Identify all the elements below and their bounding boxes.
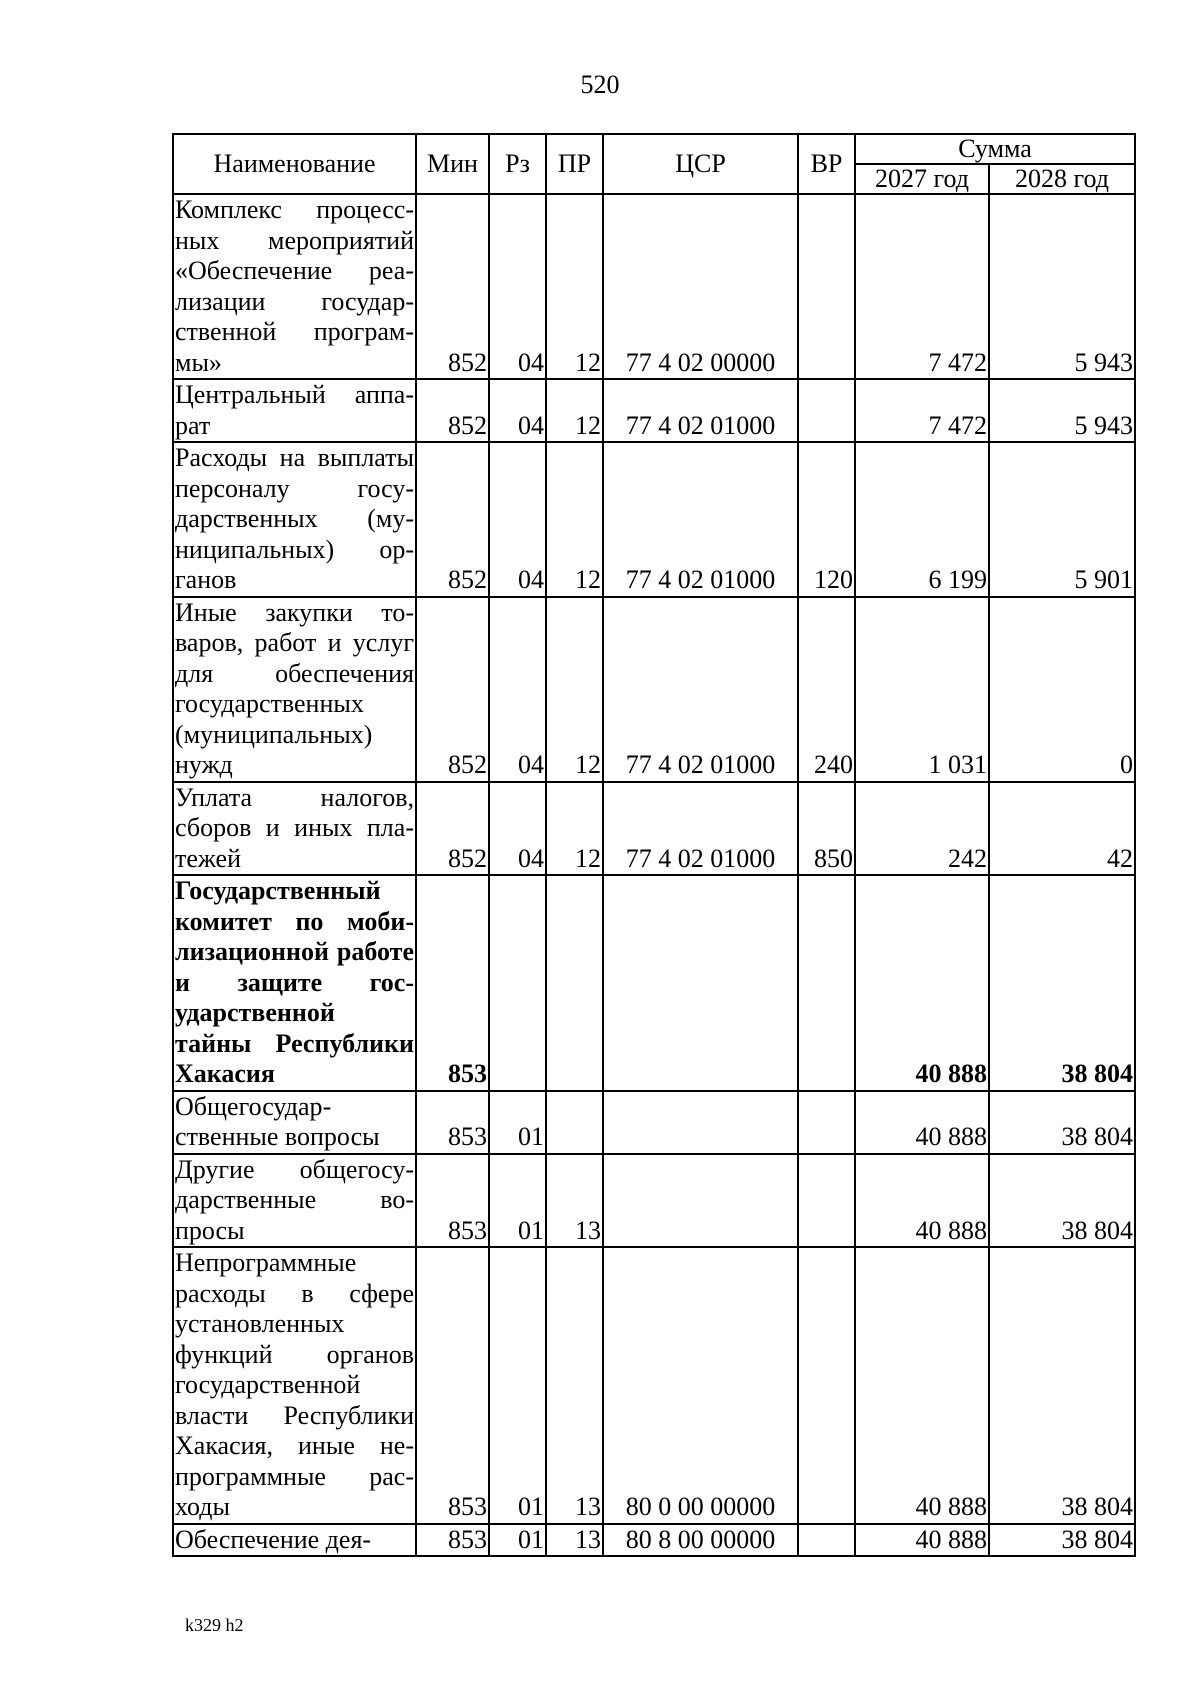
header-2028: 2028 год [989, 164, 1135, 194]
table-row [173, 1524, 1135, 1557]
table-row [173, 442, 1135, 597]
cell-min: 852 [416, 194, 489, 379]
cell-y2027: 1 031 [855, 597, 989, 782]
cell-csr: 77 4 02 01000 [603, 597, 798, 782]
cell-name: Расходы на выплаты персоналу государственных (муниципальных) органов [173, 442, 416, 597]
cell-csr: 77 4 02 01000 [603, 782, 798, 876]
table-row [173, 379, 1135, 442]
cell-csr: 77 4 02 01000 [603, 442, 798, 597]
header-name: Наименование [173, 134, 416, 194]
cell-name: Уплата налогов, сборов и иных платежей [173, 782, 416, 876]
cell-pr [546, 875, 603, 1091]
cell-pr: 12 [546, 782, 603, 876]
cell-y2028: 38 804 [989, 1154, 1135, 1248]
cell-vr [798, 1154, 855, 1248]
cell-rz [489, 875, 546, 1091]
cell-name: Иные закупки товаров, работ и услуг для обеспечения государственных (муниципальных) нужд [173, 597, 416, 782]
cell-pr [546, 1091, 603, 1154]
cell-y2028: 38 804 [989, 1091, 1135, 1154]
header-pr: ПР [546, 134, 603, 194]
cell-vr: 850 [798, 782, 855, 876]
cell-name: Другие общегосударственные вопросы [173, 1154, 416, 1248]
cell-min: 852 [416, 379, 489, 442]
cell-vr: 240 [798, 597, 855, 782]
header-sum: Сумма [855, 134, 1135, 164]
cell-y2027: 6 199 [855, 442, 989, 597]
table-row [173, 1154, 1135, 1248]
cell-csr: 80 8 00 00000 [603, 1524, 798, 1557]
header-csr: ЦСР [603, 134, 798, 194]
footer-code: k329 h2 [185, 1615, 244, 1635]
cell-rz: 04 [489, 597, 546, 782]
cell-pr: 13 [546, 1247, 603, 1524]
cell-rz: 01 [489, 1091, 546, 1154]
cell-rz: 04 [489, 379, 546, 442]
cell-y2027: 242 [855, 782, 989, 876]
cell-pr: 12 [546, 379, 603, 442]
cell-csr: 77 4 02 00000 [603, 194, 798, 379]
cell-csr [603, 1154, 798, 1248]
cell-y2028: 5 943 [989, 379, 1135, 442]
cell-vr [798, 1091, 855, 1154]
cell-csr: 77 4 02 01000 [603, 379, 798, 442]
cell-name: Общегосударственные вопросы [173, 1091, 416, 1154]
cell-pr: 13 [546, 1154, 603, 1248]
table-row [173, 597, 1135, 782]
cell-name: Государственный комитет по мобилизационной работе и защите государственной тайны Республики Хакасия [173, 875, 416, 1091]
cell-y2027: 40 888 [855, 1247, 989, 1524]
cell-y2027: 40 888 [855, 1154, 989, 1248]
cell-pr: 12 [546, 442, 603, 597]
cell-min: 853 [416, 1247, 489, 1524]
cell-csr: 80 0 00 00000 [603, 1247, 798, 1524]
cell-csr [603, 1091, 798, 1154]
table-row [173, 194, 1135, 379]
header-min: Мин [416, 134, 489, 194]
header-vr: ВР [798, 134, 855, 194]
cell-y2028: 38 804 [989, 1247, 1135, 1524]
cell-name: Комплекс процессных мероприятий «Обеспечение реализации государственной программы» [173, 194, 416, 379]
cell-rz: 01 [489, 1154, 546, 1248]
cell-min: 852 [416, 597, 489, 782]
cell-vr [798, 194, 855, 379]
budget-table [172, 133, 1136, 1557]
cell-rz: 04 [489, 194, 546, 379]
table-row [173, 1247, 1135, 1524]
header-2027: 2027 год [855, 164, 989, 194]
table-row [173, 1091, 1135, 1154]
table-row [173, 782, 1135, 876]
cell-pr: 12 [546, 194, 603, 379]
cell-y2028: 42 [989, 782, 1135, 876]
cell-min: 852 [416, 442, 489, 597]
header-rz: Рз [489, 134, 546, 194]
cell-vr: 120 [798, 442, 855, 597]
cell-min: 853 [416, 1154, 489, 1248]
cell-rz: 04 [489, 782, 546, 876]
cell-rz: 04 [489, 442, 546, 597]
cell-name: Непрограммные расходы в сфере установленных функций органов государственной власти Республики Хакасия, иные непрограммные расходы [173, 1247, 416, 1524]
cell-vr [798, 379, 855, 442]
cell-csr [603, 875, 798, 1091]
cell-min: 852 [416, 782, 489, 876]
table-row [173, 875, 1135, 1091]
page-number: 520 [580, 70, 620, 99]
cell-y2027: 7 472 [855, 194, 989, 379]
cell-name: Центральный аппарат [173, 379, 416, 442]
cell-y2028: 38 804 [989, 875, 1135, 1091]
cell-rz: 01 [489, 1247, 546, 1524]
cell-y2027: 7 472 [855, 379, 989, 442]
cell-y2028: 5 943 [989, 194, 1135, 379]
cell-y2028: 38 804 [989, 1524, 1135, 1557]
cell-pr: 12 [546, 597, 603, 782]
cell-y2027: 40 888 [855, 875, 989, 1091]
cell-min: 853 [416, 875, 489, 1091]
cell-vr [798, 1247, 855, 1524]
cell-y2028: 5 901 [989, 442, 1135, 597]
table-body [173, 194, 1135, 1556]
cell-name: Обеспечение дея- [173, 1524, 416, 1557]
cell-min: 853 [416, 1524, 489, 1557]
cell-y2028: 0 [989, 597, 1135, 782]
cell-y2027: 40 888 [855, 1091, 989, 1154]
cell-min: 853 [416, 1091, 489, 1154]
cell-vr [798, 875, 855, 1091]
cell-rz: 01 [489, 1524, 546, 1557]
cell-y2027: 40 888 [855, 1524, 989, 1557]
cell-pr: 13 [546, 1524, 603, 1557]
cell-vr [798, 1524, 855, 1557]
